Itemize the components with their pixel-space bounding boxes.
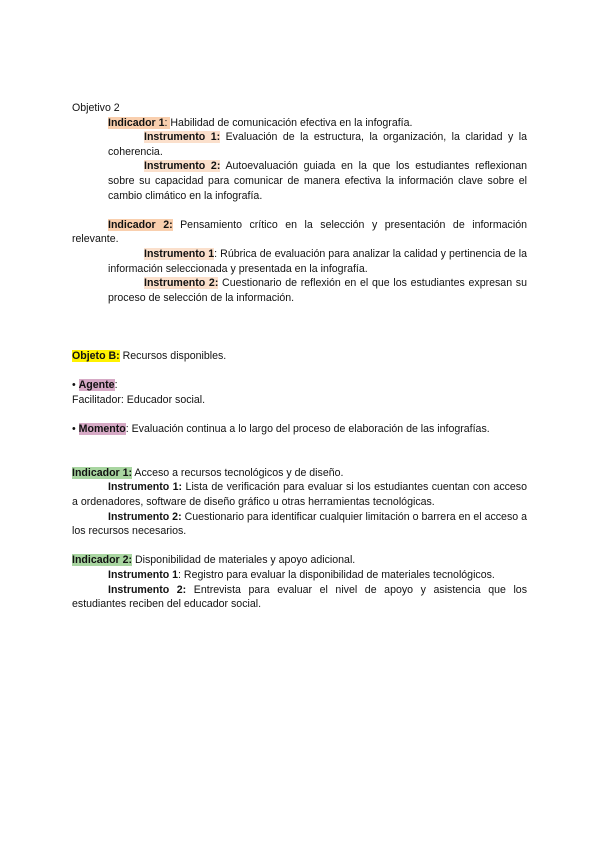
indicator-text: Habilidad de comunicación efectiva en la infografía. xyxy=(170,116,413,129)
object-b-indicator-1 xyxy=(72,466,527,481)
agent-colon: : xyxy=(114,379,118,392)
instrument-text: Cuestionario de reflexión en el que los estudiantes expresan su proceso de selección de la información. xyxy=(108,277,527,304)
instrument-label: Instrumento 1 xyxy=(108,569,179,582)
indicator-label: Indicador 1 xyxy=(108,116,165,129)
objective-2-indicator-2-instruments xyxy=(72,247,527,305)
instrument-label: Instrumento 2: xyxy=(144,277,219,290)
spacer xyxy=(72,364,527,379)
spacer xyxy=(72,539,527,554)
instrument-2 xyxy=(72,510,527,539)
instrument-text: Autoevaluación guiada en la que los estudiantes reflexionan sobre su capacidad para comunicar de manera efectiva la información clave sobre el cambio climático en la infografía. xyxy=(108,160,527,202)
agent-line xyxy=(72,378,527,393)
bullet: • xyxy=(72,423,79,436)
moment-line xyxy=(72,422,527,437)
instrument-text: Evaluación de la estructura, la organización, la claridad y la coherencia. xyxy=(108,131,528,158)
instrument-text: Entrevista para evaluar el nivel de apoyo y asistencia que los estudiantes reciben del educador social. xyxy=(72,583,527,611)
instrument-2 xyxy=(108,159,527,203)
spacer xyxy=(72,407,527,422)
instrument-1 xyxy=(72,568,527,583)
instrument-label: Instrumento 1 xyxy=(144,247,215,260)
indicator-text: Disponibilidad de materiales y apoyo adicional. xyxy=(132,554,356,567)
instrument-text: : Rúbrica de evaluación para analizar la calidad y pertinencia de la información seleccionada y presentada en la infografía. xyxy=(108,247,528,275)
instrument-label: Instrumento 1: xyxy=(144,131,221,144)
bullet: • xyxy=(72,379,79,392)
objective-2-indicator-2 xyxy=(72,218,527,247)
instrument-text: : Registro para evaluar la disponibilidad de materiales tecnológicos. xyxy=(178,569,495,582)
instrument-1 xyxy=(108,130,527,159)
instrument-text: Lista de verificación para evaluar si los estudiantes cuentan con acceso a ordenadores, software de diseño gráfico u otras herramientas tecnológicas. xyxy=(72,481,527,509)
document-body xyxy=(72,101,527,612)
instrument-2 xyxy=(72,583,527,612)
object-b-heading xyxy=(72,349,527,364)
instrument-text: Cuestionario para identificar cualquier limitación o barrera en el acceso a los recursos necesarios. xyxy=(72,510,527,538)
spacer xyxy=(72,437,527,466)
instrument-1 xyxy=(72,480,527,509)
object-b-label: Objeto B: xyxy=(72,350,120,363)
instrument-1 xyxy=(108,247,527,276)
spacer xyxy=(72,203,527,218)
agent-label: Agente xyxy=(78,379,115,392)
indicator-text: Acceso a recursos tecnológicos y de diseño. xyxy=(132,466,344,479)
objective-2-indicator-1 xyxy=(72,116,527,131)
instrument-label: Instrumento 2: xyxy=(108,583,187,596)
agent-detail: Facilitador: Educador social. xyxy=(72,393,206,406)
moment-text: : Evaluación continua a lo largo del proceso de elaboración de las infografías. xyxy=(125,423,490,436)
object-b-text: Recursos disponibles. xyxy=(119,350,227,363)
indicator-label: Indicador 2: xyxy=(72,554,133,567)
instrument-2 xyxy=(108,276,527,305)
spacer xyxy=(72,305,527,349)
instrument-label: Instrumento 2: xyxy=(144,160,221,173)
indicator-text: Pensamiento crítico en la selección y presentación de información relevante. xyxy=(72,218,527,246)
objective-2-title: Objetivo 2 xyxy=(72,102,120,114)
instrument-label: Instrumento 2: xyxy=(108,510,182,523)
instrument-label: Instrumento 1: xyxy=(108,481,183,494)
indicator-label: Indicador 2: xyxy=(108,218,173,231)
indicator-label: Indicador 1: xyxy=(72,466,133,479)
objective-2-indicator-1-instruments xyxy=(72,130,527,203)
indicator-separator: : xyxy=(164,116,171,129)
moment-label: Momento xyxy=(78,423,126,436)
object-b-indicator-2 xyxy=(72,553,527,568)
